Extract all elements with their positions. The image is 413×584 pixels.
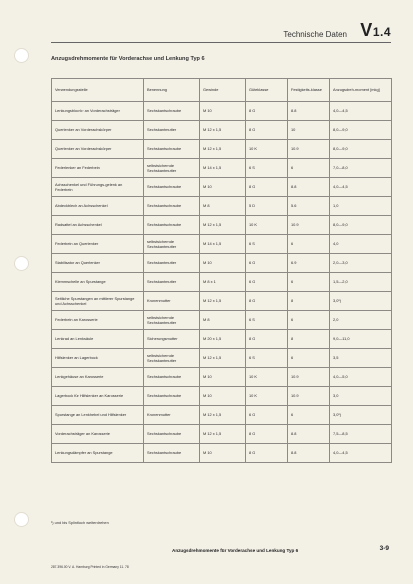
table-row [52,102,392,121]
table-cell: 5 D [246,197,288,216]
table-row [52,159,392,178]
table-cell: 10 K [246,140,288,159]
table-cell: 8 [288,330,330,349]
table-cell: 8,0—9,0 [330,216,392,235]
table-cell: Sechskantschraube [144,140,200,159]
table-cell: 10.9 [288,216,330,235]
table-cell: M 20 x 1,5 [200,330,246,349]
table-cell: Sechskantmutter [144,273,200,292]
table-cell: 8 [288,292,330,311]
table-cell: 3,0¹) [330,406,392,425]
column-header: Festigkeits-klasse [288,79,330,102]
table-cell: selbstsichernde Sechskantmutter [144,349,200,368]
table-row [52,140,392,159]
table-cell: 10 K [246,387,288,406]
table-cell: 6.9 [288,254,330,273]
table-cell: 8 G [246,330,288,349]
table-cell: 2,0 [330,311,392,330]
table-row [52,311,392,330]
header-rule [51,42,391,43]
table-cell: 8.8 [288,425,330,444]
column-header: Güteklasse [246,79,288,102]
table-cell: Federlenker an Federbein [52,159,144,178]
table-cell: M 14 x 1,5 [200,159,246,178]
table-cell: Radsattel an Achsschenkel [52,216,144,235]
table-cell: 6 S [246,235,288,254]
table-cell: 6 [288,273,330,292]
table-cell: 8 G [246,102,288,121]
table-cell: 6 G [246,273,288,292]
table-cell: Lenkrad an Lenksäule [52,330,144,349]
punch-hole [14,256,29,271]
table-cell: Sechskantschraube [144,178,200,197]
table-cell: M 12 x 1,5 [200,406,246,425]
table-row [52,387,392,406]
table-cell: M 12 x 1,5 [200,216,246,235]
table-cell: 3,5 [330,349,392,368]
table-row [52,216,392,235]
table-header-row [52,79,392,102]
column-header: Anzugsdreh-moment [mkg] [330,79,392,102]
section-code: V1.4 [360,20,391,40]
table-cell: M 10 [200,178,246,197]
table-cell: 3,0¹) [330,292,392,311]
table-cell: 6 S [246,349,288,368]
table-cell: Seitliche Spurstangen an mittlerer Spurstange und Achsschenkel [52,292,144,311]
table-cell: Sechskantschraube [144,444,200,463]
table-cell: 8 G [246,178,288,197]
table-cell: M 12 x 1,5 [200,425,246,444]
table-cell: 1,5—2,0 [330,273,392,292]
table-row [52,254,392,273]
table-cell: 6 [288,349,330,368]
table-cell: 9,0—11,0 [330,330,392,349]
table-row [52,406,392,425]
table-cell: Vorderachsträger an Karosserie [52,425,144,444]
table-cell: 4,0—4,5 [330,102,392,121]
table-cell: 10 [288,121,330,140]
print-info: 287.396.00 V. A. Hamburg Printed in Germany 11. 78 [51,565,129,569]
table-row [52,368,392,387]
table-cell: Sechskantschraube [144,197,200,216]
table-cell: M 10 [200,254,246,273]
table-cell: 8 G [246,292,288,311]
table-cell: M 10 [200,368,246,387]
table-row [52,121,392,140]
page-number: 3-9 [379,545,389,552]
torque-table [51,78,392,463]
table-cell: Sicherungsmutter [144,330,200,349]
table-cell: M 8 x 1 [200,273,246,292]
table-cell: 4,0—4,5 [330,178,392,197]
table-cell: Kronenmutter [144,406,200,425]
table-cell: Federbein an Karosserie [52,311,144,330]
footer-title: Anzugsdrehmomente für Vorderachse und Lenkung Typ 6 [172,548,299,553]
table-cell: 7,5—8,5 [330,425,392,444]
table-cell: Sechskantschraube [144,102,200,121]
table-cell: Sechskantschraube [144,216,200,235]
table-cell: Federbein an Querlenker [52,235,144,254]
table-cell: 8.8 [288,178,330,197]
table-cell: M 10 [200,102,246,121]
column-header: Benennung [144,79,200,102]
punch-hole [14,512,29,527]
table-cell: 4,0—4,5 [330,444,392,463]
table-cell: 6 G [246,254,288,273]
table-cell: M 14 x 1,5 [200,235,246,254]
section-title: Technische Daten [283,30,347,39]
table-cell: 4,0 [330,235,392,254]
table-cell: 6 [288,159,330,178]
table-cell: Spurstange an Lenkhebel und Hilfslenker [52,406,144,425]
table-cell: Sechskantschraube [144,425,200,444]
table-cell: M 12 x 1,5 [200,349,246,368]
table-cell: 10.9 [288,140,330,159]
table-cell: M 12 x 1,5 [200,140,246,159]
table-cell: selbstsichernde Sechskantmutter [144,311,200,330]
column-header: Verwendungsstelle [52,79,144,102]
table-cell: 4,0—5,0 [330,368,392,387]
table-cell: M 12 x 1,5 [200,292,246,311]
table-cell: Sechskantmutter [144,121,200,140]
table-cell: Achsschenkel und Führungs-gelenk an Federbein [52,178,144,197]
table-cell: Hilfslenker an Lagerbock [52,349,144,368]
page-title: Anzugsdrehmomente für Vorderachse und Lenkung Typ 6 [51,56,205,62]
table-cell: 8,0—9,0 [330,140,392,159]
table-row [52,292,392,311]
table-cell: 6 [288,311,330,330]
table-cell: selbstsichernde Sechskantmutter [144,235,200,254]
table-cell: Sechskantschraube [144,368,200,387]
table-cell: 6 S [246,311,288,330]
table-cell: 8.8 [288,444,330,463]
table-cell: M 10 [200,387,246,406]
table-cell: 7,0—8,0 [330,159,392,178]
table-row [52,330,392,349]
table-cell: 10 K [246,368,288,387]
table-cell: 8 G [246,444,288,463]
table-row [52,197,392,216]
table-cell: Querlenker an Vorderachskörper [52,140,144,159]
table-cell: 8,0—9,0 [330,121,392,140]
table-cell: Lenkungsbloc‹k› an Vorderachsträger [52,102,144,121]
table-row [52,235,392,254]
footnote: ¹) und bis Splintloch weiterdrehen [51,520,109,525]
table-cell: 3,0 [330,387,392,406]
table-cell: 8.8 [288,102,330,121]
punch-hole [14,48,29,63]
table-cell: Stabilisator an Querlenker [52,254,144,273]
table-cell: 6 S [246,159,288,178]
table-row [52,178,392,197]
table-cell: Abdeckblech an Achsschenkel [52,197,144,216]
table-cell: 6 [288,235,330,254]
table-row [52,349,392,368]
table-cell: M 10 [200,444,246,463]
table-cell: 8 G [246,121,288,140]
table-cell: Lenkungsdämpfer an Spurstange [52,444,144,463]
table-cell: 8 G [246,425,288,444]
table-cell: 10.9 [288,387,330,406]
table-cell: 10 K [246,216,288,235]
table-cell: Sechskantmutter [144,254,200,273]
table-cell: 1,0 [330,197,392,216]
table-cell: Lagerbock für Hilfslenker an Karosserie [52,387,144,406]
table-cell: 5.6 [288,197,330,216]
table-cell: 10.9 [288,368,330,387]
table-cell: M 8 [200,311,246,330]
table-cell: 2,0—3,0 [330,254,392,273]
table-cell: M 12 x 1,5 [200,121,246,140]
table-cell: M 8 [200,197,246,216]
table-cell: Sechskantschraube [144,387,200,406]
table-cell: 6 G [246,406,288,425]
table-cell: 6 [288,406,330,425]
table-row [52,444,392,463]
column-header: Gewinde [200,79,246,102]
table-row [52,425,392,444]
table-row [52,273,392,292]
table-cell: Kronenmutter [144,292,200,311]
table-cell: selbstsichernde Sechskantmutter [144,159,200,178]
table-cell: Lenkgehäuse an Karosserie [52,368,144,387]
table-cell: Klemmschelle an Spurstange [52,273,144,292]
table-cell: Querlenker an Vorderachskörper [52,121,144,140]
